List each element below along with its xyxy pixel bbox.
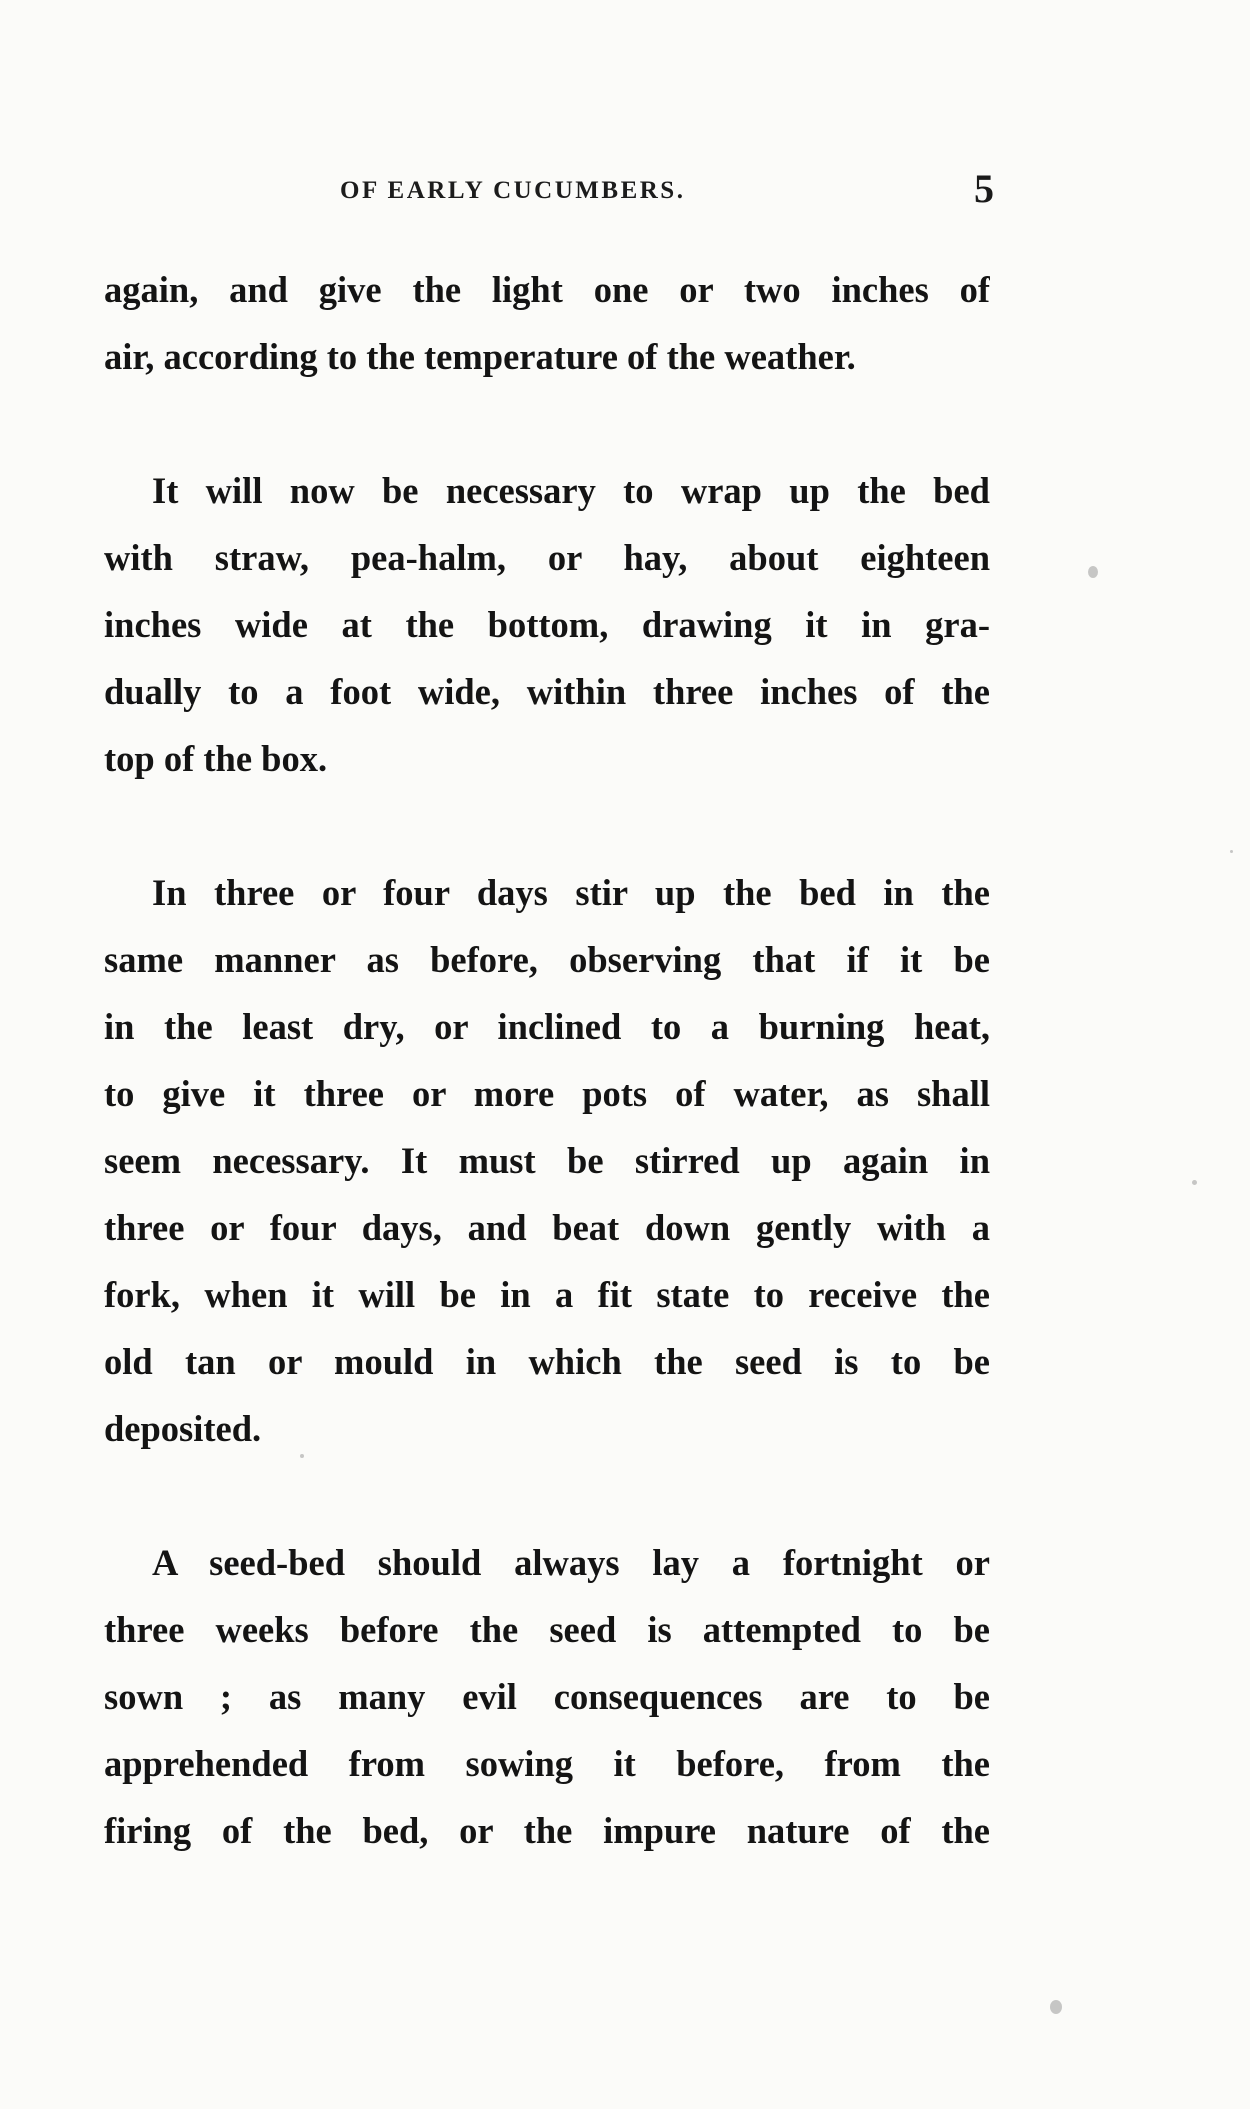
paragraph-4 — [104, 1529, 990, 1864]
text-line: It will now be necessary to wrap up the bed — [152, 470, 990, 511]
running-head — [104, 165, 994, 225]
paragraph-1 — [104, 256, 990, 390]
text-line: fork, when it will be in a fit state to receive the — [104, 1274, 990, 1315]
text-line: three or four days, and beat down gently with a — [104, 1207, 990, 1248]
text-line: in the least dry, or inclined to a burning heat, — [104, 1006, 990, 1047]
text-line: same manner as before, observing that if it be — [104, 939, 990, 980]
text-line: sown ; as many evil consequences are to be — [104, 1676, 990, 1717]
text-line: three weeks before the seed is attempted to be — [104, 1609, 990, 1650]
text-line: firing of the bed, or the impure nature of the — [104, 1810, 990, 1851]
page-number: 5 — [974, 166, 994, 211]
text-line: air, according to the temperature of the weather. — [104, 336, 856, 377]
text-line: inches wide at the bottom, drawing it in gra- — [104, 604, 990, 645]
scan-speck — [1192, 1180, 1197, 1185]
text-line: to give it three or more pots of water, as shall — [104, 1073, 990, 1114]
paragraph-2 — [104, 457, 990, 792]
text-line: dually to a foot wide, within three inches of the — [104, 671, 990, 712]
text-line: again, and give the light one or two inches of — [104, 269, 990, 310]
body-text — [104, 256, 990, 1864]
text-line: apprehended from sowing it before, from the — [104, 1743, 990, 1784]
scan-speck — [1088, 566, 1098, 578]
text-line: old tan or mould in which the seed is to be — [104, 1341, 990, 1382]
scan-speck — [1050, 2000, 1062, 2014]
text-line: top of the box. — [104, 738, 328, 779]
text-line: seem necessary. It must be stirred up again in — [104, 1140, 990, 1181]
paragraph-3 — [104, 859, 990, 1462]
scan-speck — [300, 1454, 304, 1458]
scan-speck — [1230, 850, 1233, 853]
text-line: with straw, pea-halm, or hay, about eighteen — [104, 537, 990, 578]
text-line: In three or four days stir up the bed in the — [152, 872, 990, 913]
running-title: OF EARLY CUCUMBERS. — [340, 177, 686, 204]
text-line: A seed-bed should always lay a fortnight or — [152, 1542, 990, 1583]
text-line: deposited. — [104, 1408, 262, 1449]
